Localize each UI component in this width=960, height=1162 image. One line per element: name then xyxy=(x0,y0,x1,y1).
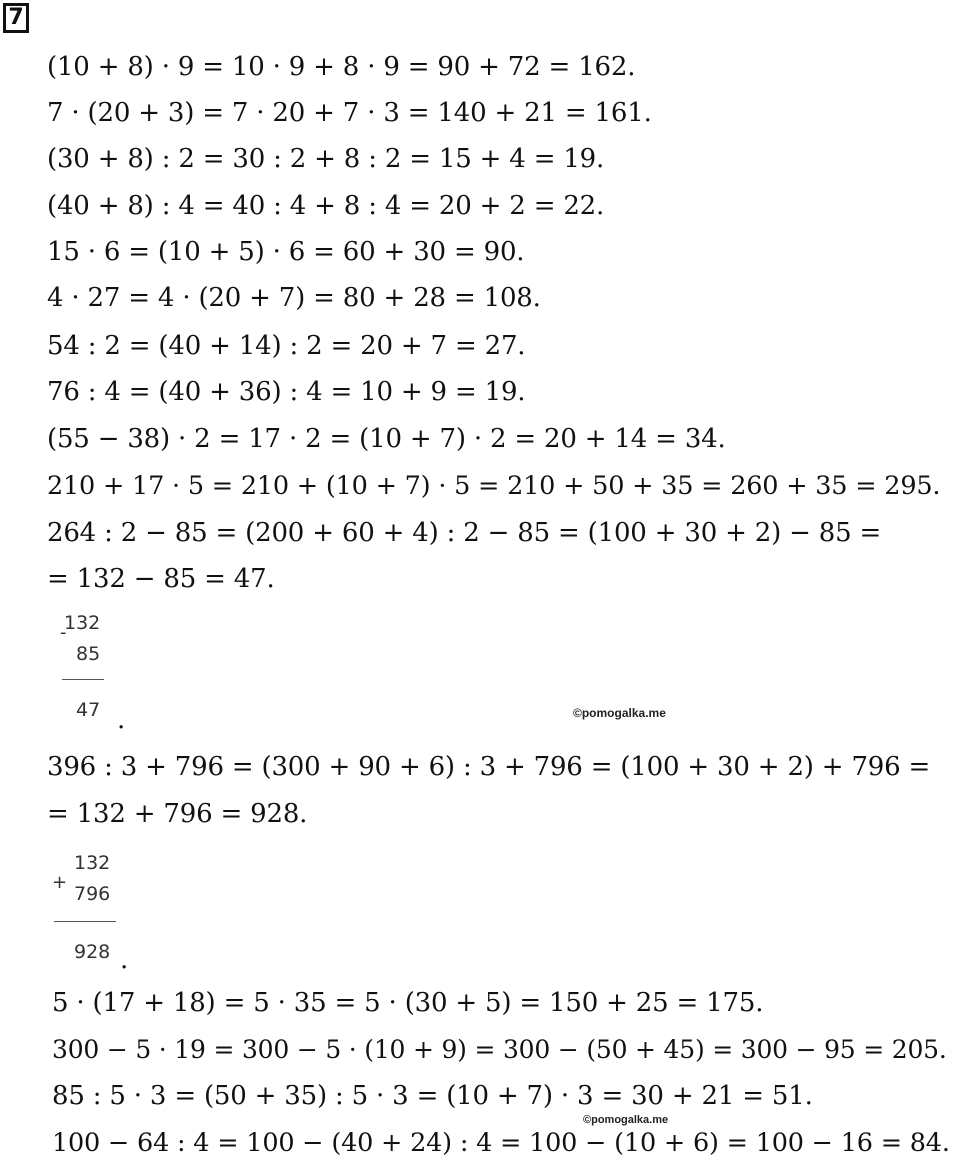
equation-line: 76 : 4 = (40 + 36) : 4 = 10 + 9 = 19. xyxy=(47,377,526,407)
equation-line: = 132 − 85 = 47. xyxy=(47,564,275,594)
column-subtraction xyxy=(60,612,120,722)
equation-line: (40 + 8) : 4 = 40 : 4 + 8 : 4 = 20 + 2 = 22. xyxy=(47,191,605,221)
equation-line: (10 + 8) · 9 = 10 · 9 + 8 · 9 = 90 + 72 = 162. xyxy=(47,52,636,82)
addend-top: 132 xyxy=(74,852,111,874)
addend-bottom: 796 xyxy=(74,883,111,905)
watermark: ©pomogalka.me xyxy=(573,706,666,720)
minuend: 132 xyxy=(64,612,101,634)
watermark: ©pomogalka.me xyxy=(583,1114,669,1126)
equation-line: 100 − 64 : 4 = 100 − (40 + 24) : 4 = 100 − (10 + 6) = 100 − 16 = 84. xyxy=(52,1128,950,1158)
column-rule xyxy=(62,679,104,680)
equation-line: 54 : 2 = (40 + 14) : 2 = 20 + 7 = 27. xyxy=(47,331,526,361)
subtrahend: 85 xyxy=(76,643,101,665)
minus-sign: - xyxy=(60,622,67,643)
equation-line: 396 : 3 + 796 = (300 + 90 + 6) : 3 + 796 = (100 + 30 + 2) + 796 = xyxy=(47,752,931,782)
equation-line: 4 · 27 = 4 · (20 + 7) = 80 + 28 = 108. xyxy=(47,283,541,313)
equation-line: 210 + 17 · 5 = 210 + (10 + 7) · 5 = 210 + 50 + 35 = 260 + 35 = 295. xyxy=(47,471,941,501)
line-end-dot: . xyxy=(117,705,126,735)
equation-line: 264 : 2 − 85 = (200 + 60 + 4) : 2 − 85 = (100 + 30 + 2) − 85 = xyxy=(47,518,882,548)
column-rule xyxy=(54,921,116,922)
equation-line: 5 · (17 + 18) = 5 · 35 = 5 · (30 + 5) = 150 + 25 = 175. xyxy=(52,988,764,1018)
plus-sign: + xyxy=(52,872,68,893)
sum: 928 xyxy=(74,941,111,963)
task-number-badge: 7 xyxy=(3,3,29,33)
equation-line: = 132 + 796 = 928. xyxy=(47,799,308,829)
equation-line: 15 · 6 = (10 + 5) · 6 = 60 + 30 = 90. xyxy=(47,237,525,267)
equation-line: 300 − 5 · 19 = 300 − 5 · (10 + 9) = 300 − (50 + 45) = 300 − 95 = 205. xyxy=(52,1035,947,1064)
column-addition xyxy=(52,852,122,967)
equation-line: 7 · (20 + 3) = 7 · 20 + 7 · 3 = 140 + 21 = 161. xyxy=(47,98,652,128)
difference: 47 xyxy=(76,699,101,721)
line-end-dot: . xyxy=(120,945,129,975)
equation-line: 85 : 5 · 3 = (50 + 35) : 5 · 3 = (10 + 7) · 3 = 30 + 21 = 51. xyxy=(52,1081,813,1111)
equation-line: (55 − 38) · 2 = 17 · 2 = (10 + 7) · 2 = 20 + 14 = 34. xyxy=(47,424,726,454)
equation-line: (30 + 8) : 2 = 30 : 2 + 8 : 2 = 15 + 4 = 19. xyxy=(47,144,605,174)
